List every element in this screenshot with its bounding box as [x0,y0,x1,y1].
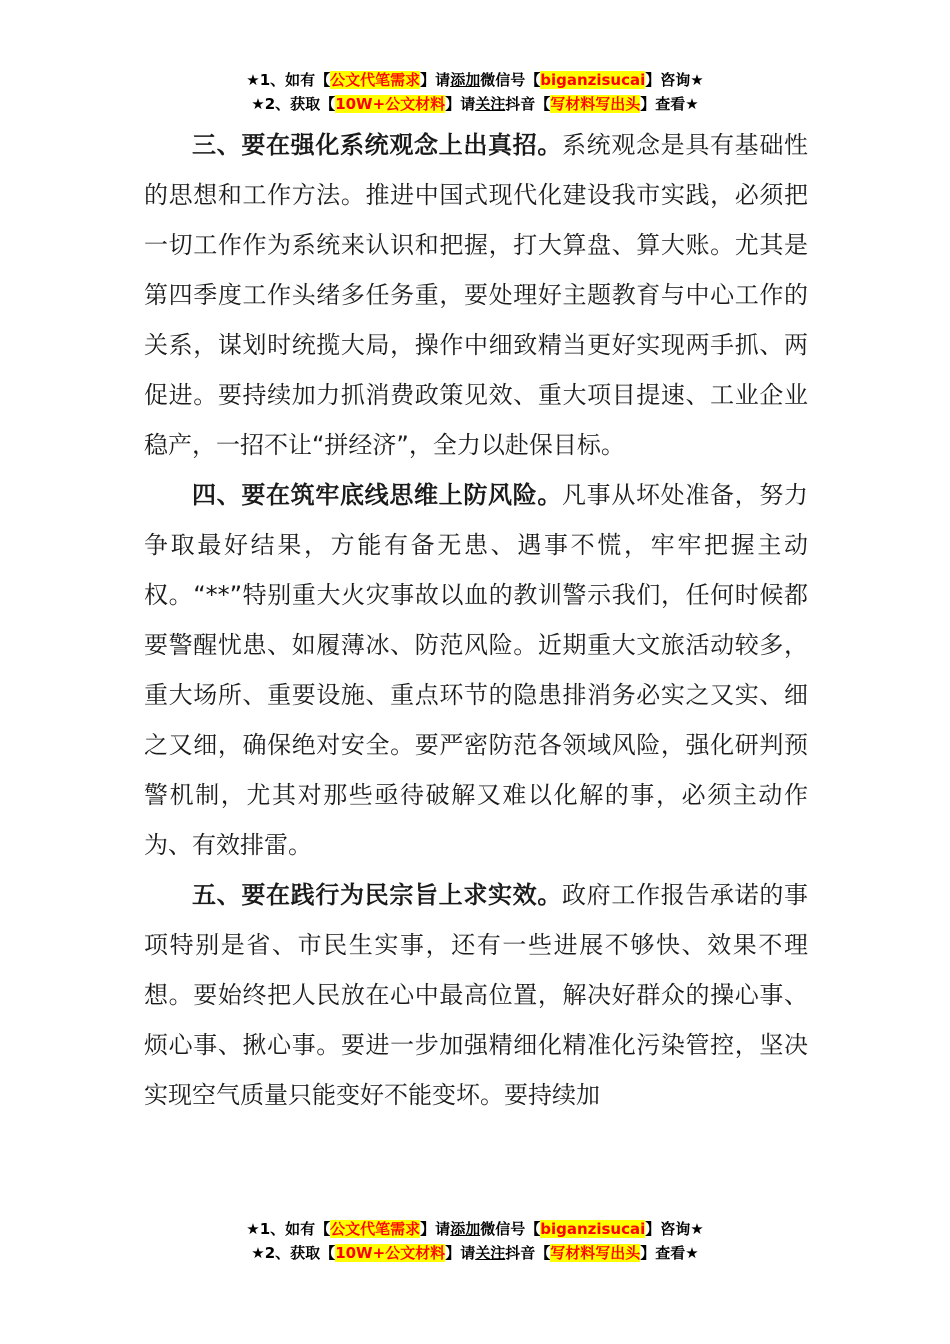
header-promo-banner [0,68,950,116]
promo-underline-add: 添加 [450,1220,481,1238]
footer-promo-banner [0,1217,950,1265]
promo-line-1: ★1、如有【公文代笔需求】请添加微信号【biganzisucai】咨询★ [246,71,704,89]
paragraph-section-4 [144,470,808,870]
section-heading: 五、要在践行为民宗旨上求实效。 [192,881,562,909]
promo-line-1: ★1、如有【公文代笔需求】请添加微信号【biganzisucai】咨询★ [246,1220,704,1238]
promo-highlight-service: 公文代笔需求 [330,1220,421,1238]
promo-underline-follow: 关注 [475,1244,506,1262]
paragraph-section-3 [144,120,808,470]
section-heading: 四、要在筑牢底线思维上防风险。 [192,481,562,509]
promo-line-2: ★2、获取【10W+公文材料】请关注抖音【写材料写出头】查看★ [251,95,699,113]
promo-highlight-douyin-account: 写材料写出头 [550,1244,641,1262]
section-heading: 三、要在强化系统观念上出真招。 [192,131,562,159]
promo-highlight-materials: 10W+公文材料 [335,1244,446,1262]
promo-highlight-wechat-id: biganzisucai [540,1220,646,1238]
paragraph-section-5 [144,870,808,1120]
promo-highlight-wechat-id: biganzisucai [540,71,646,89]
promo-highlight-materials: 10W+公文材料 [335,95,446,113]
section-text: 政府工作报告承诺的事项特别是省、市民生实事，还有一些进展不够快、效果不理想。要始终把人民放在心中最高位置，解决好群众的操心事、烦心事、揪心事。要进一步加强精细化精准化污染管控，坚决实现空气质量只能变好不能变坏。要持续加 [144,881,808,1109]
document-body [144,120,808,1120]
section-text: 系统观念是具有基础性的思想和工作方法。推进中国式现代化建设我市实践，必须把一切工作作为系统来认识和把握，打大算盘、算大账。尤其是第四季度工作头绪多任务重，要处理好主题教育与中心工作的关系，谋划时统揽大局，操作中细致精当更好实现两手抓、两促进。要持续加力抓消费政策见效、重大项目提速、工业企业稳产，一招不让“拼经济”，全力以赴保目标。 [144,131,808,459]
section-text: 凡事从坏处准备，努力争取最好结果，方能有备无患、遇事不慌，牢牢把握主动权。“**”特别重大火灾事故以血的教训警示我们，任何时候都要警醒忧患、如履薄冰、防范风险。近期重大文旅活动较多，重大场所、重要设施、重点环节的隐患排消务必实之又实、细之又细，确保绝对安全。要严密防范各领域风险，强化研判预警机制，尤其对那些亟待破解又难以化解的事，必须主动作为、有效排雷。 [144,481,808,859]
promo-line-2: ★2、获取【10W+公文材料】请关注抖音【写材料写出头】查看★ [251,1244,699,1262]
promo-highlight-service: 公文代笔需求 [330,71,421,89]
promo-underline-add: 添加 [450,71,481,89]
promo-underline-follow: 关注 [475,95,506,113]
promo-highlight-douyin-account: 写材料写出头 [550,95,641,113]
